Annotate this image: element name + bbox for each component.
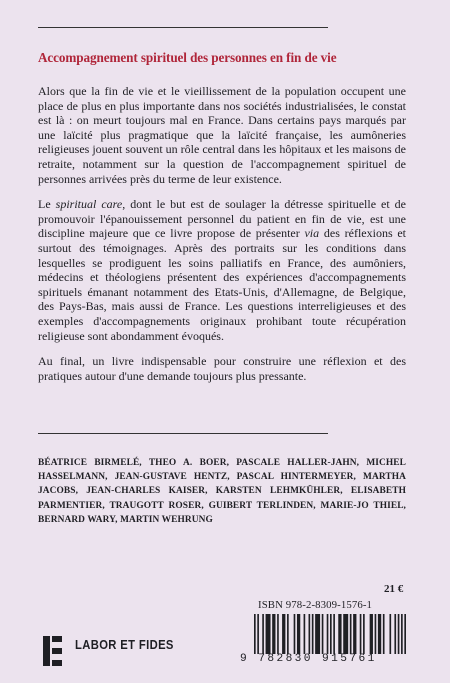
book-title: Accompagnement spirituel des personnes en fin de vie — [38, 50, 337, 65]
blurb — [38, 84, 406, 394]
barcode — [240, 614, 408, 666]
price: 21 € — [384, 583, 404, 595]
top-divider — [38, 27, 328, 28]
middle-divider — [38, 433, 328, 434]
barcode-digits: 9 782830 915761 — [240, 653, 377, 665]
blurb-paragraph-3: Au final, un livre indispensable pour construire une réflexion et des pratiques autour d'une demande toujours plus pressante. — [38, 354, 406, 383]
ean-barcode-icon — [254, 614, 406, 654]
isbn: ISBN 978-2-8309-1576-1 — [258, 599, 373, 611]
italic-term: via — [304, 226, 320, 241]
blurb-paragraph-2: Le spiritual care, dont le but est de soulager la détresse spirituelle et de promouvoir l'épanouissement personnel du patient en fin de vie, est une discipline majeure que ce livre propose de présenter via des réflexions et surtout des témoignages. Après des portraits sur les conditions dans lesquelles se prodiguent les soins palliatifs en France, des aumôniers, médecins et théologiens présentent des expériences d'accompagnements spirituels émanant notamment des Etats-Unis, d'Allemagne, de Belgique, des Pays-Bas, mais aussi de France. Les questions interreligieuses et des exemples d'accompagnements originaux prohibant toute récupération religieuse sont abondamment évoqués. — [38, 197, 407, 343]
publisher-name: LABOR ET FIDES — [75, 638, 174, 652]
author-list: BÉATRICE BIRMELÉ, THEO A. BOER, PASCALE HALLER-JAHN, MICHEL HASSELMANN, JEAN-GUSTAVE HENTZ, PASCAL HINTERMEYER, MARTHA JACOBS, JEAN-CHARLES KAISER, KARSTEN LEHMKÜHLER, ELISABETH PARMENTIER, TRAUGOTT ROSER, GUIBERT TERLINDEN, MARIE-JO THIEL, BERNARD WARY, MARTIN WEHRUNG — [38, 458, 406, 525]
blurb-paragraph-1: Alors que la fin de vie et le vieillissement de la population occupent une place de plus en plus importante dans nos sociétés industrialisées, le constat est là : on meurt toujours mal en France. Dans certains pays marqués par une laïcité plus pragmatique que la laïcité française, les aumôneries religieuses jouent souvent un rôle central dans les hôpitaux et les maisons de retraite, notamment sur la question de l'accompagnement spirituel de personnes arrivées près du terme de leur existence. — [38, 84, 406, 186]
italic-term: spiritual care — [55, 197, 123, 212]
publisher-logo-icon — [43, 636, 62, 666]
